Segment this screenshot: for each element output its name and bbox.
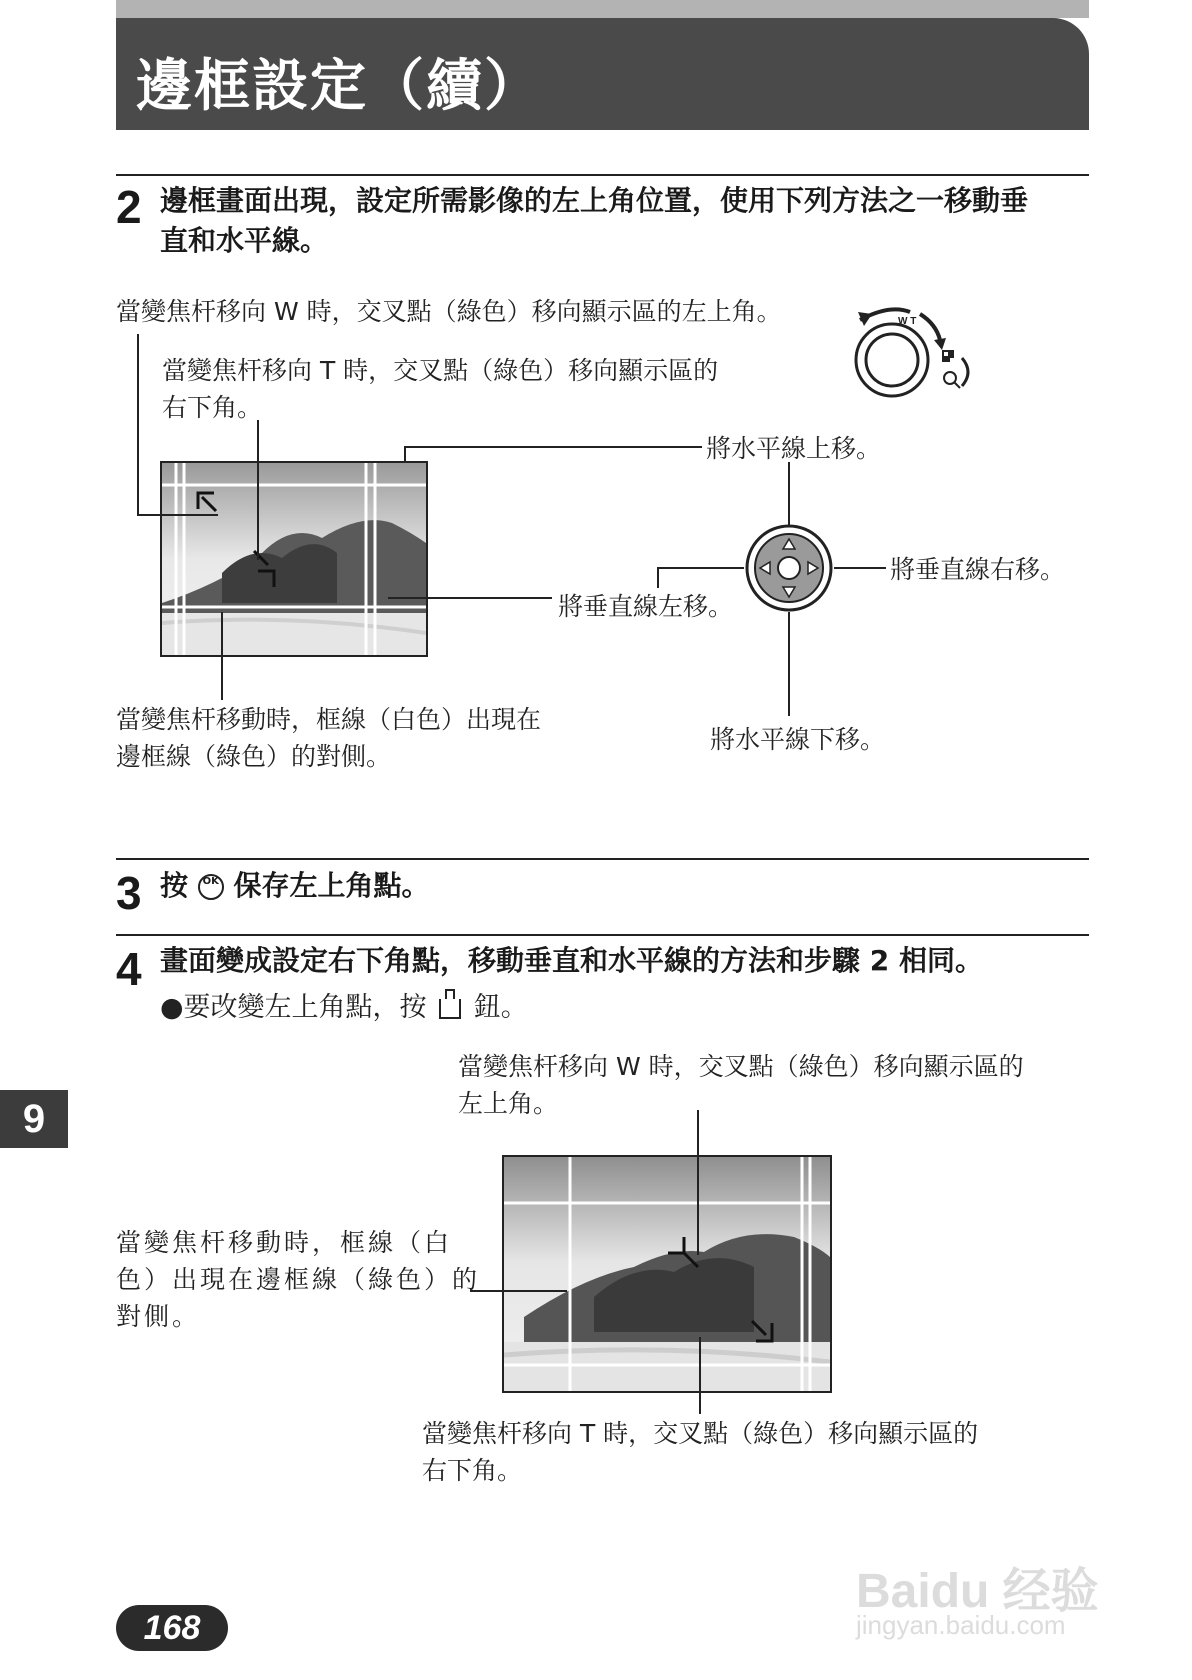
step4-number: 4	[116, 943, 142, 995]
print-button-icon	[439, 999, 461, 1019]
d2-caption-w-line2: 左上角。	[458, 1089, 559, 1118]
d1-caption-frame-line2: 邊框線（綠色）的對側。	[116, 742, 392, 771]
step3-rule	[116, 858, 1089, 860]
step2-rule	[116, 174, 1089, 176]
d1-caption-frame-line1: 當變焦杆移動時，框線（白色）出現在	[116, 705, 542, 734]
step3-text	[160, 866, 430, 906]
d2-caption-t-line1: 當變焦杆移向 T 時，交叉點（綠色）移向顯示區的	[422, 1419, 979, 1448]
page-title: 邊框設定（續）	[136, 54, 542, 119]
step4-rule	[116, 934, 1089, 936]
d2-caption-frame-line2: 色）出現在邊框線（綠色）的	[116, 1265, 481, 1294]
d2-caption-w-line1: 當變焦杆移向 W 時，交叉點（綠色）移向顯示區的	[458, 1052, 1024, 1081]
d2-caption-t	[422, 1415, 978, 1489]
step4-bullet-before: ●要改變左上角點，按	[160, 992, 427, 1023]
d2-caption-frame-line3: 對側。	[116, 1302, 201, 1331]
step3-text-after: 保存左上角點。	[233, 869, 430, 902]
step2-number: 2	[116, 181, 142, 233]
ok-button-icon: OK	[198, 874, 224, 900]
header-accent-bar	[116, 0, 1089, 18]
d1-photo	[160, 461, 428, 657]
step2-text	[160, 181, 1090, 261]
step2-line2: 直和水平線。	[160, 224, 329, 257]
step2-line1: 邊框畫面出現，設定所需影像的左上角位置，使用下列方法之一移動垂	[160, 184, 1029, 217]
d2-caption-w	[458, 1048, 1024, 1122]
svg-text:W T: W T	[898, 316, 917, 327]
chapter-tab: 9	[0, 1090, 68, 1148]
step3-number: 3	[116, 867, 142, 919]
watermark-logo: Baidu 经验	[856, 1565, 1099, 1618]
step4-bullet	[160, 989, 528, 1026]
d1-caption-w: 當變焦杆移向 W 時，交叉點（綠色）移向顯示區的左上角。	[116, 297, 782, 326]
d1-caption-frame	[116, 701, 541, 775]
d2-caption-t-line2: 右下角。	[422, 1456, 523, 1485]
d2-photo-scene	[504, 1157, 830, 1391]
step3-text-before: 按	[160, 869, 189, 902]
d1-caption-left: 將垂直線左移。	[558, 592, 734, 621]
d1-caption-t	[162, 352, 718, 426]
d1-photo-scene	[162, 463, 426, 655]
d2-caption-frame-line1: 當變焦杆移動時，框線（白	[116, 1228, 453, 1257]
step4-text: 畫面變成設定右下角點，移動垂直和水平線的方法和步驟 2 相同。	[160, 944, 983, 977]
arrow-pad-icon	[744, 523, 834, 613]
d1-caption-up: 將水平線上移。	[706, 434, 882, 463]
d1-caption-right: 將垂直線右移。	[890, 555, 1066, 584]
d1-caption-t-line2: 右下角。	[162, 393, 263, 422]
d1-caption-t-line1: 當變焦杆移向 T 時，交叉點（綠色）移向顯示區的	[162, 356, 719, 385]
d2-caption-frame	[116, 1224, 480, 1335]
step4-bullet-after: 鈕。	[473, 992, 528, 1023]
d2-photo	[502, 1155, 832, 1393]
watermark-url: jingyan.baidu.com	[856, 1610, 1066, 1640]
d1-caption-down: 將水平線下移。	[710, 725, 886, 754]
zoom-lever-icon	[850, 300, 978, 400]
page-number: 168	[116, 1605, 228, 1651]
